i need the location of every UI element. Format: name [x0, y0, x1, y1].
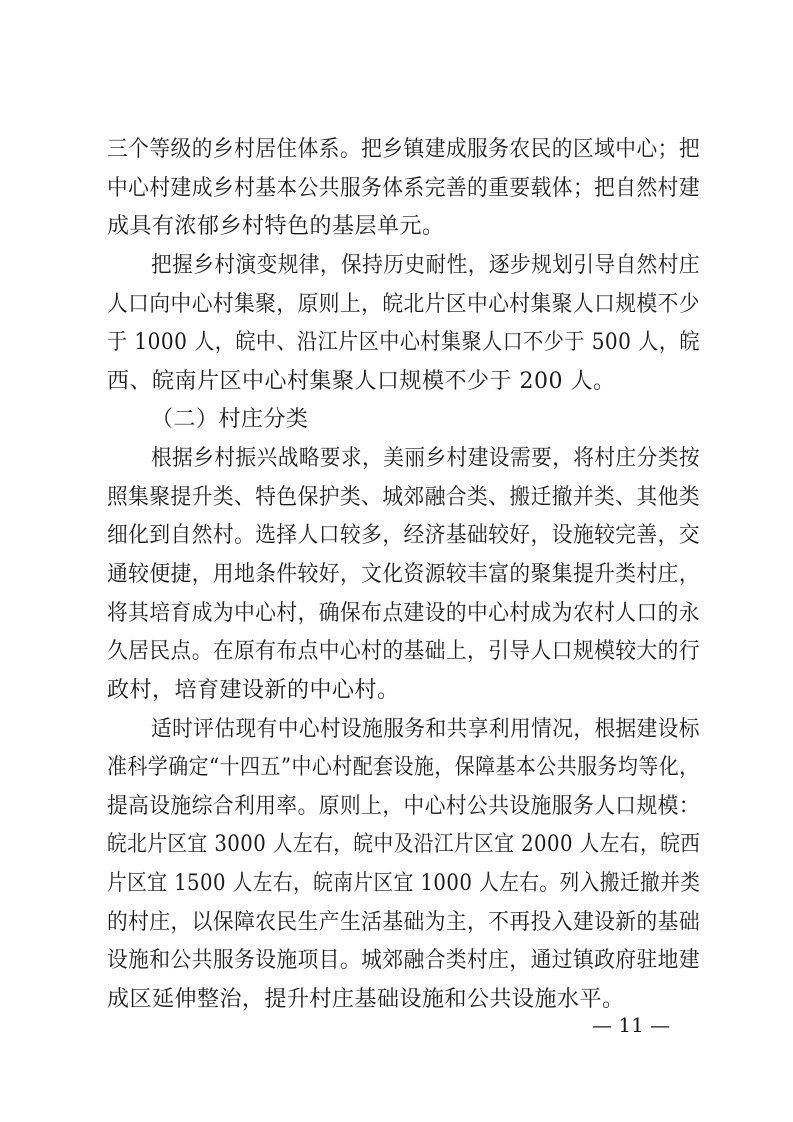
paragraph-3-line-2: 照集聚提升类、特色保护类、城郊融合类、搬迁撤并类、其他类 [107, 485, 701, 510]
paragraph-2-line-3: 于 1000 人，皖中、沿江片区中心村集聚人口不少于 500 人，皖 [107, 330, 700, 355]
section-heading: （二）村庄分类 [151, 407, 309, 432]
page-number: — 11 — [592, 1013, 671, 1037]
paragraph-1-line-3: 成具有浓郁乡村特色的基层单元。 [107, 214, 445, 239]
paragraph-4-line-3: 提高设施综合利用率。原则上，中心村公共设施服务人口规模： [107, 794, 701, 819]
paragraph-1-line-1: 三个等级的乡村居住体系。把乡镇建成服务农民的区域中心；把 [107, 137, 701, 162]
paragraph-4-line-8: 成区延伸整治，提升村庄基础设施和公共设施水平。 [107, 987, 625, 1012]
paragraph-3-line-5: 将其培育成为中心村，确保布点建设的中心村成为农村人口的永 [107, 601, 701, 626]
paragraph-2-line-1: 把握乡村演变规律，保持历史耐性，逐步规划引导自然村庄 [151, 253, 701, 278]
paragraph-3-line-3: 细化到自然村。选择人口较多，经济基础较好，设施较完善，交 [107, 523, 701, 548]
paragraph-4-line-5: 片区宜 1500 人左右，皖南片区宜 1000 人左右。列入搬迁撤并类 [107, 871, 701, 896]
paragraph-4-line-6: 的村庄，以保障农民生产生活基础为主，不再投入建设新的基础 [107, 910, 701, 935]
paragraph-1-line-2: 中心村建成乡村基本公共服务体系完善的重要载体；把自然村建 [107, 176, 701, 201]
paragraph-2-line-2: 人口向中心村集聚，原则上，皖北片区中心村集聚人口规模不少 [107, 292, 701, 317]
paragraph-4-line-2: 准科学确定“十四五”中心村配套设施，保障基本公共服务均等化， [107, 755, 700, 780]
paragraph-2-line-4: 西、皖南片区中心村集聚人口规模不少于 200 人。 [107, 369, 616, 394]
paragraph-4-line-4: 皖北片区宜 3000 人左右，皖中及沿江片区宜 2000 人左右，皖西 [107, 832, 701, 857]
paragraph-3-line-1: 根据乡村振兴战略要求，美丽乡村建设需要，将村庄分类按 [151, 446, 701, 471]
paragraph-4-line-1: 适时评估现有中心村设施服务和共享利用情况，根据建设标 [151, 717, 701, 742]
paragraph-3-line-4: 通较便捷，用地条件较好，文化资源较丰富的聚集提升类村庄， [107, 562, 701, 587]
paragraph-3-line-6: 久居民点。在原有布点中心村的基础上，引导人口规模较大的行 [107, 639, 701, 664]
paragraph-4-line-7: 设施和公共服务设施项目。城郊融合类村庄，通过镇政府驻地建 [107, 948, 701, 973]
paragraph-3-line-7: 政村，培育建设新的中心村。 [107, 678, 400, 703]
